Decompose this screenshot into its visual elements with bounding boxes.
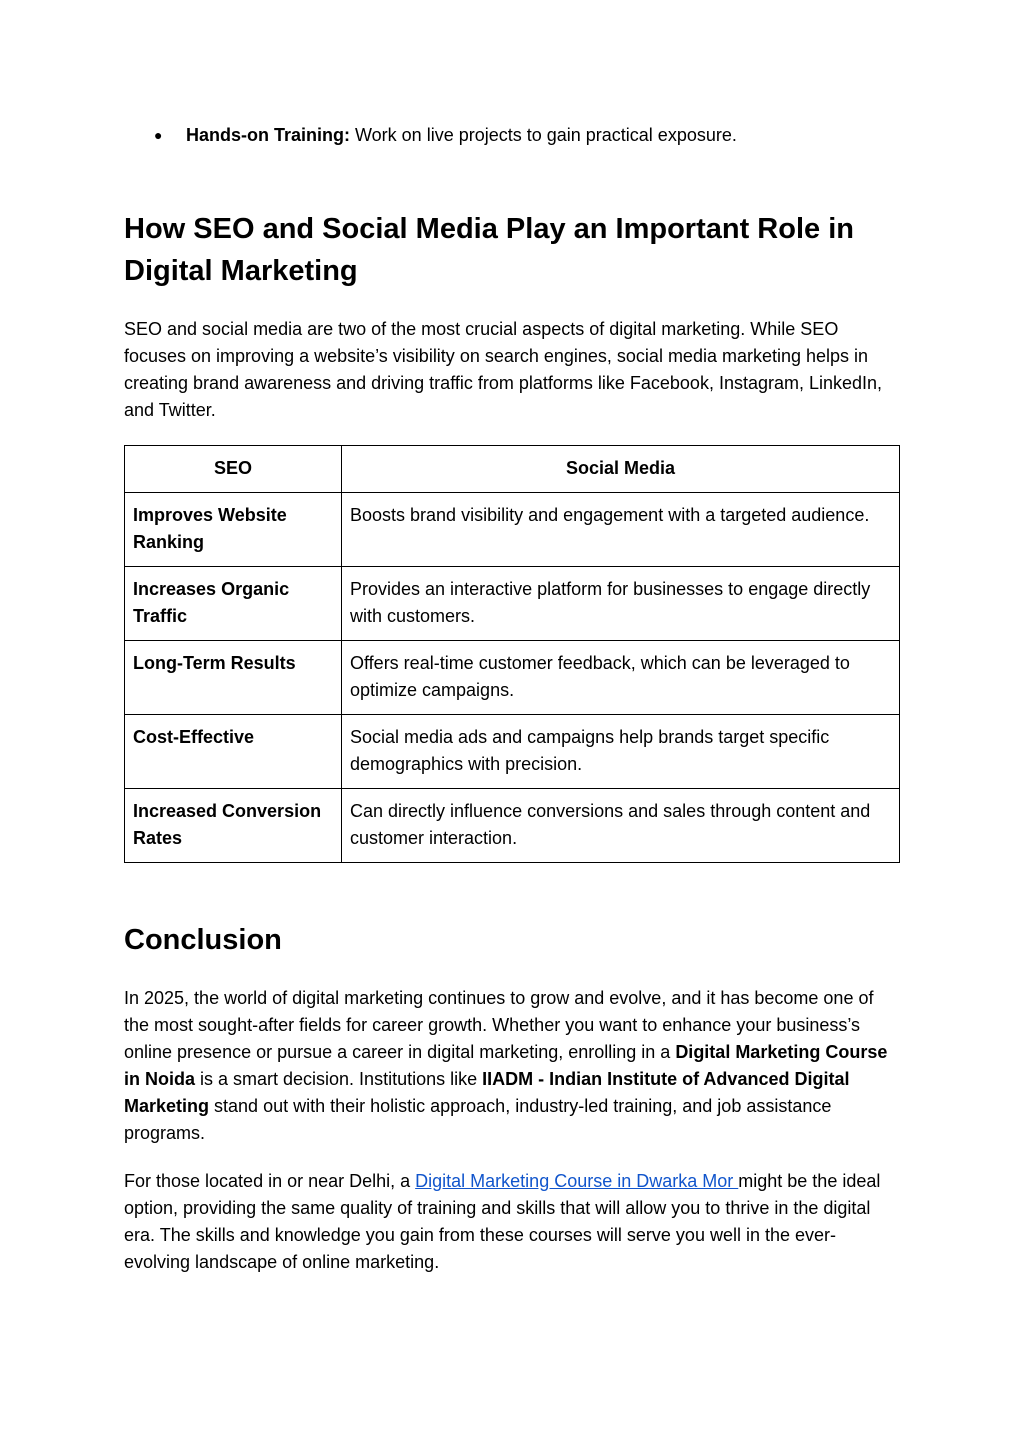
table-row [125, 493, 900, 567]
bullet-label: Hands-on Training: [186, 125, 350, 145]
column-header-social-media: Social Media [342, 446, 900, 493]
seo-cell: Increased Conversion Rates [125, 789, 342, 863]
table-header-row [125, 446, 900, 493]
bullet-text: Work on live projects to gain practical exposure. [350, 125, 737, 145]
dwarka-mor-course-link[interactable]: Digital Marketing Course in Dwarka Mor [415, 1171, 739, 1191]
text-segment: is a smart decision. Institutions like [195, 1069, 483, 1089]
seo-cell: Long-Term Results [125, 641, 342, 715]
bold-institute-name: IIADM - Indian Institute of Advanced Digital Marketing [124, 1069, 850, 1116]
list-item [124, 118, 900, 152]
seo-paragraph: SEO and social media are two of the most crucial aspects of digital marketing. While SEO focuses on improving a website’s visibility on search engines, social media marketing helps in creating brand awareness and driving traffic from platforms like Facebook, Instagram, LinkedIn, and Twitter. [124, 319, 883, 420]
bullet-icon: ● [154, 127, 163, 143]
section-heading-seo: How SEO and Social Media Play an Important Role in Digital Marketing [124, 213, 854, 287]
table-row [125, 789, 900, 863]
table-row [125, 715, 900, 789]
seo-cell: Increases Organic Traffic [125, 567, 342, 641]
conclusion-heading: Conclusion [124, 924, 282, 956]
seo-cell: Cost-Effective [125, 715, 342, 789]
column-header-seo: SEO [125, 446, 342, 493]
comparison-table [124, 445, 900, 863]
page-content [124, 118, 900, 1276]
text-segment: For those located in or near Delhi, a [124, 1171, 416, 1191]
conclusion-paragraph-1 [124, 985, 900, 1147]
bullet-list [124, 118, 900, 152]
social-media-cell: Provides an interactive platform for businesses to engage directly with customers. [342, 567, 900, 641]
table-row [125, 641, 900, 715]
text-segment: stand out with their holistic approach, industry-led training, and job assistance programs. [124, 1096, 832, 1143]
social-media-cell: Offers real-time customer feedback, which can be leveraged to optimize campaigns. [342, 641, 900, 715]
bold-course-name: Digital Marketing Course in Noida [124, 1042, 888, 1089]
table-row [125, 567, 900, 641]
seo-cell: Improves Website Ranking [125, 493, 342, 567]
conclusion-paragraph-2 [124, 1168, 900, 1276]
text-segment: In 2025, the world of digital marketing continues to grow and evolve, and it has become one of the most sought-after fields for career growth. Whether you want to enhance your business’s online presence or pursue a career in digital marketing, enrolling in a [124, 988, 874, 1062]
social-media-cell: Social media ads and campaigns help brands target specific demographics with precision. [342, 715, 900, 789]
social-media-cell: Boosts brand visibility and engagement with a targeted audience. [342, 493, 900, 567]
text-segment: might be the ideal option, providing the same quality of training and skills that will allow you to thrive in the digital era. The skills and knowledge you gain from these courses will serve you well in the ever-evolving landscape of online marketing. [124, 1171, 881, 1272]
social-media-cell: Can directly influence conversions and sales through content and customer interaction. [342, 789, 900, 863]
